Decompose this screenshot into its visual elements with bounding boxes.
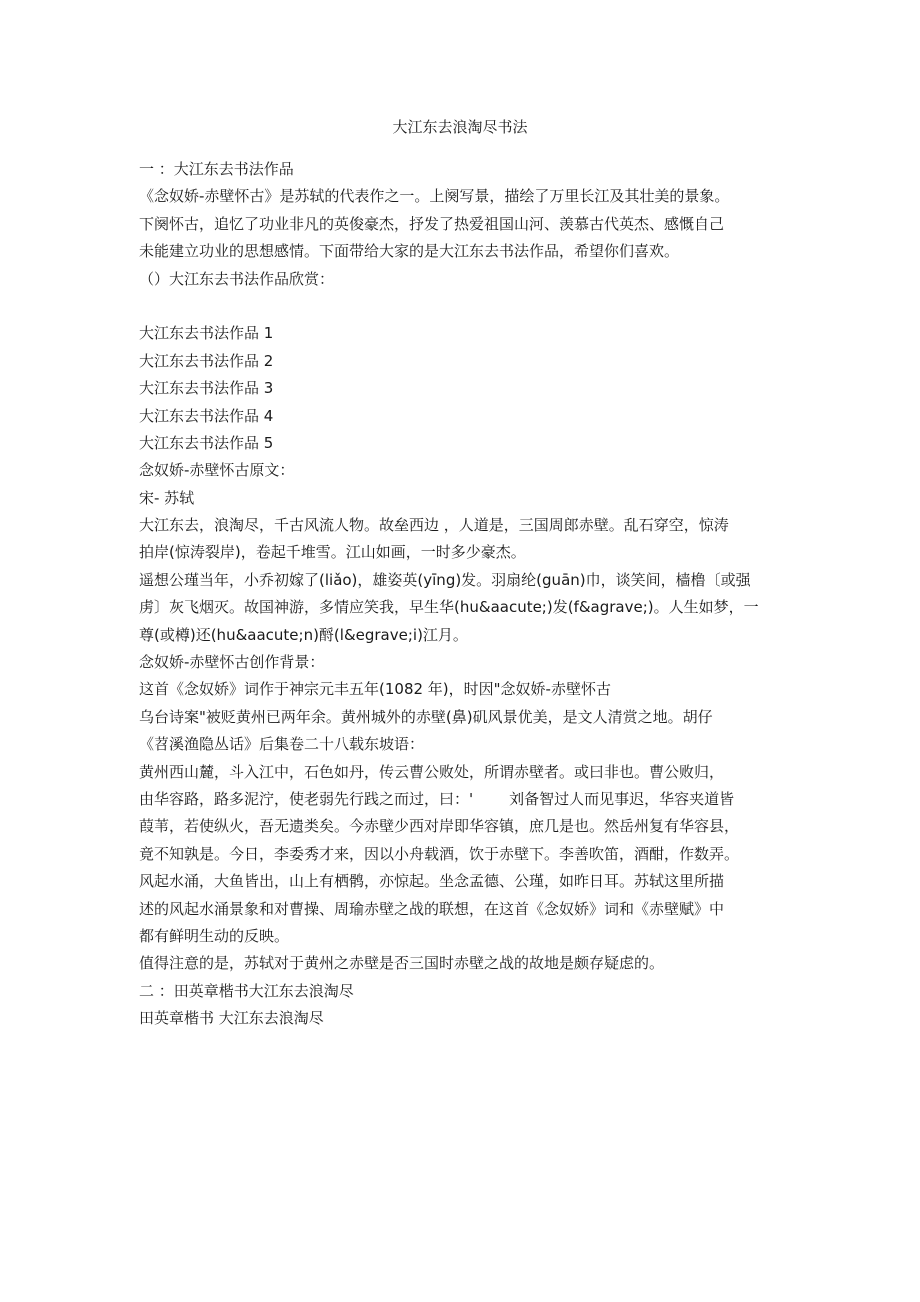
subheading-original-text: 念奴娇-赤壁怀古原文： [139,461,295,480]
paragraph-line: 竟不知孰是。今日，李委秀才来，因以小舟载酒，饮于赤壁下。李善吹笛，酒酣，作数弄。 [139,844,740,863]
paragraph-line: 葭苇，若使纵火，吾无遗类矣。今赤壁少西对岸即华容镇，庶几是也。然岳州复有华容县， [139,817,740,836]
document-title: 大江东去浪淘尽书法 [392,118,528,136]
artwork-item: 大江东去书法作品 2 [139,351,274,370]
poem-line: 拍岸(惊涛裂岸)，卷起千堆雪。江山如画，一时多少豪杰。 [139,543,526,562]
paragraph-line: 《苕溪渔隐丛话》后集卷二十八载东坡语： [139,735,425,754]
artwork-caption: 田英章楷书 大江东去浪淘尽 [139,1009,324,1028]
document-body [139,156,784,1033]
subheading-appreciation: （）大江东去书法作品欣赏： [139,269,335,288]
section-heading-2: 二 ：田英章楷书大江东去浪淘尽 [139,981,354,1000]
poem-line: 遥想公瑾当年，小乔初嫁了(liǎo)，雄姿英(yīng)发。羽扇纶(guān)巾，谈笑间，樯橹〔或强 [139,570,751,589]
paragraph-line: 述的风起水涌景象和对曹操、周瑜赤壁之战的联想，在这首《念奴娇》词和《赤壁赋》中 [139,899,725,918]
paragraph-line: 都有鲜明生动的反映。 [139,926,290,945]
line-part: 刘备智过人而见事迟，华容夹道皆 [509,789,735,808]
paragraph-line: 黄州西山麓，斗入江中，石色如丹，传云曹公败处，所谓赤壁者。或曰非也。曹公败归， [139,762,725,781]
artwork-item: 大江东去书法作品 4 [139,406,274,425]
paragraph-line: 下阕怀古，追忆了功业非凡的英俊豪杰，抒发了热爱祖国山河、羡慕古代英杰、感慨自己 [139,214,725,233]
paragraph-line: 值得注意的是，苏轼对于黄州之赤壁是否三国时赤壁之战的故地是颇存疑虑的。 [139,954,665,973]
artwork-item: 大江东去书法作品 1 [139,324,274,343]
artwork-item: 大江东去书法作品 5 [139,433,274,452]
paragraph-line [139,786,784,813]
poem-author: 宋- 苏轼 [139,488,195,507]
poem-line: 虏〕灰飞烟灭。故国神游，多情应笑我，早生华(hu&aacute;)发(f&agrave;)。人生如梦，一 [139,598,759,617]
poem-line: 尊(或樽)还(hu&aacute;n)酹(l&egrave;i)江月。 [139,625,468,644]
paragraph-line: 风起水涌，大鱼皆出，山上有栖鹘，亦惊起。坐念孟德、公瑾，如昨日耳。苏轼这里所描 [139,872,725,891]
paragraph-line: 乌台诗案"被贬黄州已两年余。黄州城外的赤壁(鼻)矶风景优美，是文人清赏之地。胡仔 [139,707,713,726]
paragraph-line: 《念奴娇-赤壁怀古》是苏轼的代表作之一。上阕写景，描绘了万里长江及其壮美的景象。 [139,187,730,206]
subheading-background: 念奴娇-赤壁怀古创作背景： [139,653,325,672]
paragraph-line: 未能建立功业的思想感情。下面带给大家的是大江东去书法作品，希望你们喜欢。 [139,242,680,261]
paragraph-line: 这首《念奴娇》词作于神宗元丰五年(1082 年)，时因"念奴娇-赤壁怀古 [139,680,611,699]
section-heading-1: 一 ：大江东去书法作品 [139,160,294,178]
poem-line: 大江东去，浪淘尽，千古风流人物。故垒西边 ，人道是，三国周郎赤壁。乱石穿空，惊涛 [139,516,729,535]
blank-line [139,293,784,320]
line-part: 由华容路，路多泥泞，使老弱先行践之而过，曰：' [139,789,474,808]
artwork-item: 大江东去书法作品 3 [139,379,274,398]
